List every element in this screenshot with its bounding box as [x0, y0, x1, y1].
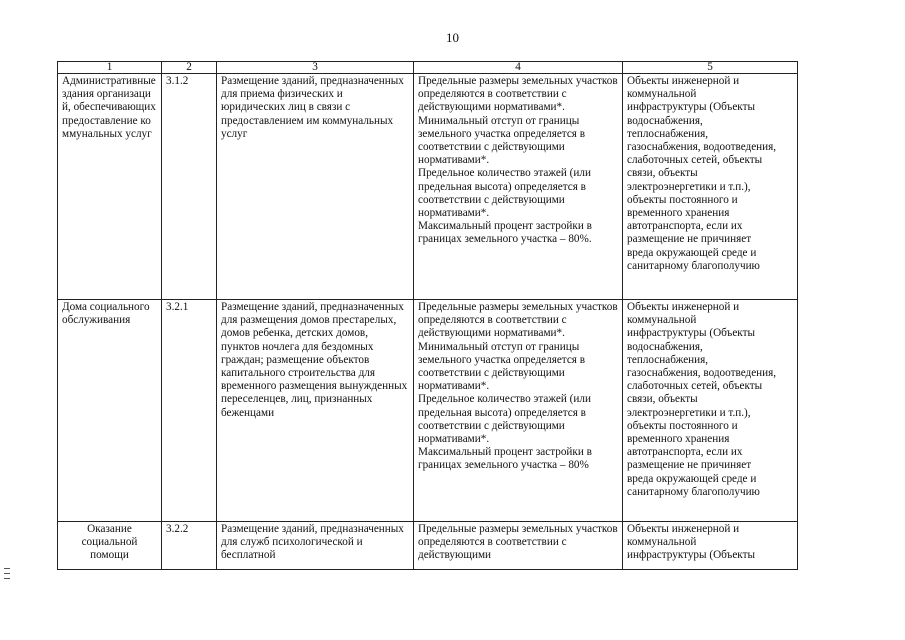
- header-col-1: 1: [58, 62, 162, 74]
- permitted-line: слаботочных сетей, объекты: [627, 154, 763, 167]
- use-permitted-objects: [623, 522, 798, 570]
- permitted-line: водоснабжения,: [627, 114, 703, 127]
- use-parameters: [414, 522, 623, 570]
- scan-margin-mark: [4, 578, 10, 579]
- permitted-line: объекты постоянного и: [627, 419, 738, 432]
- permitted-line: вреда окружающей среде и: [627, 472, 757, 485]
- param-size: Предельные размеры земельных участков определяются в соответствии с действующими: [418, 523, 618, 562]
- permitted-line: связи, объекты: [627, 393, 698, 406]
- use-permitted-objects: [623, 74, 798, 300]
- land-use-table: [57, 61, 798, 570]
- header-row: [58, 62, 798, 74]
- scan-margin-mark: [4, 568, 10, 569]
- permitted-line: санитарному благополучию: [627, 485, 760, 498]
- table-row: [58, 300, 798, 522]
- header-col-5: 5: [623, 62, 798, 74]
- permitted-line: размещение не причиняет: [627, 459, 752, 472]
- permitted-line: коммунальной: [627, 536, 697, 549]
- permitted-line: теплоснабжения,: [627, 127, 709, 140]
- param-size: Предельные размеры земельных участков определяются в соответствии с действующими нормативами*.: [418, 301, 618, 340]
- use-parameters: [414, 74, 623, 300]
- permitted-line: газоснабжения, водоотведения,: [627, 367, 777, 380]
- use-code: 3.2.2: [162, 522, 217, 570]
- use-description: Размещение зданий, предназначенных для размещения домов престарелых, домов ребенка, детских домов, пунктов ночлега для бездомных граждан; размещение объектов капитального строительства для временного размещения вынужденных переселенцев, лиц, признанных беженцами: [217, 300, 414, 522]
- param-floors: Предельное количество этажей (или предельная высота) определяется в соответствии с действующими нормативами*.: [418, 393, 591, 446]
- param-size: Предельные размеры земельных участков определяются в соответствии с действующими нормативами*.: [418, 75, 618, 114]
- use-name: Оказание социальной помощи: [58, 522, 162, 570]
- permitted-line: временного хранения: [627, 207, 730, 220]
- permitted-line: Объекты инженерной и: [627, 523, 740, 535]
- permitted-line: временного хранения: [627, 433, 730, 446]
- use-name: Административные здания организаций, обеспечивающих предоставление коммунальных услуг: [58, 74, 162, 300]
- use-name: Дома социального обслуживания: [58, 300, 162, 522]
- header-col-3: 3: [217, 62, 414, 74]
- use-permitted-objects: [623, 300, 798, 522]
- permitted-line: вреда окружающей среде и: [627, 246, 757, 259]
- page-number: 10: [446, 30, 459, 45]
- table-row: [58, 74, 798, 300]
- param-setback: Минимальный отступ от границы земельного участка определяется в соответствии с действующими нормативами*.: [418, 340, 586, 393]
- use-code: 3.2.1: [162, 300, 217, 522]
- param-floors: Предельное количество этажей (или предельная высота) определяется в соответствии с действующими нормативами*.: [418, 167, 591, 220]
- permitted-line: автотранспорта, если их: [627, 446, 743, 459]
- permitted-line: связи, объекты: [627, 167, 698, 180]
- permitted-line: электроэнергетики и т.п.),: [627, 406, 751, 419]
- use-parameters: [414, 300, 623, 522]
- header-col-2: 2: [162, 62, 217, 74]
- param-coverage: Максимальный процент застройки в границах земельного участка – 80%.: [418, 220, 592, 246]
- permitted-line: инфраструктуры (Объекты: [627, 101, 756, 114]
- permitted-line: водоснабжения,: [627, 340, 703, 353]
- permitted-line: инфраструктуры (Объекты: [627, 549, 756, 562]
- permitted-line: коммунальной: [627, 88, 697, 101]
- permitted-line: коммунальной: [627, 314, 697, 327]
- scan-margin-mark: [4, 573, 10, 574]
- permitted-line: санитарному благополучию: [627, 259, 760, 272]
- permitted-line: газоснабжения, водоотведения,: [627, 141, 777, 154]
- use-description: Размещение зданий, предназначенных для приема физических и юридических лиц в связи с предоставлением им коммунальных услуг: [217, 74, 414, 300]
- permitted-line: инфраструктуры (Объекты: [627, 327, 756, 340]
- permitted-line: автотранспорта, если их: [627, 220, 743, 233]
- param-coverage: Максимальный процент застройки в границах земельного участка – 80%: [418, 446, 592, 472]
- header-col-4: 4: [414, 62, 623, 74]
- permitted-line: Объекты инженерной и: [627, 75, 740, 87]
- permitted-line: электроэнергетики и т.п.),: [627, 180, 751, 193]
- permitted-line: теплоснабжения,: [627, 353, 709, 366]
- permitted-line: размещение не причиняет: [627, 233, 752, 246]
- table-row: [58, 522, 798, 570]
- permitted-line: слаботочных сетей, объекты: [627, 380, 763, 393]
- use-code: 3.1.2: [162, 74, 217, 300]
- permitted-line: Объекты инженерной и: [627, 301, 740, 313]
- param-setback: Минимальный отступ от границы земельного участка определяется в соответствии с действующими нормативами*.: [418, 114, 586, 167]
- use-description: Размещение зданий, предназначенных для служб психологической и бесплатной: [217, 522, 414, 570]
- permitted-line: объекты постоянного и: [627, 193, 738, 206]
